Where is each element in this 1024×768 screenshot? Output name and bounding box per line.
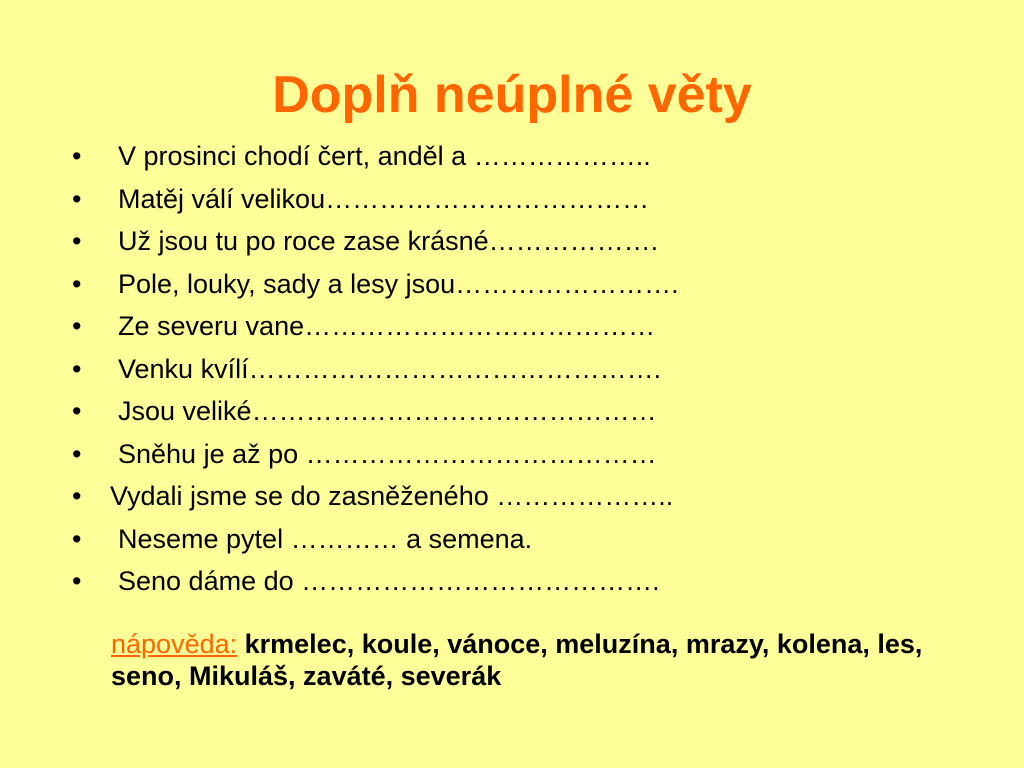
bullet-icon: •: [72, 311, 82, 341]
bullet-icon: •: [72, 523, 82, 554]
hint-label: nápověda:: [111, 629, 238, 659]
bullet-icon: •: [72, 353, 82, 384]
sentence-text: Neseme pytel ………… a semena.: [118, 523, 533, 554]
slide-title: Doplň neúplné věty: [272, 66, 752, 124]
sentence-text: Už jsou tu po roce zase krásné……………….: [118, 226, 659, 256]
bullet-icon: •: [72, 226, 82, 256]
bullet-icon: •: [72, 183, 82, 214]
sentence-text: Matěj válí velikou………………………………: [118, 183, 650, 214]
sentence-text: Jsou veliké………………………………………: [118, 396, 657, 426]
sentence-text: Vydali jsme se do zasněženého ………………..: [110, 481, 674, 511]
sentence-text: Ze severu vane…………………………………: [118, 311, 656, 341]
sentence-text: V prosinci chodí čert, anděl a ………………..: [118, 141, 651, 171]
bullet-icon: •: [72, 566, 82, 596]
sentence-text: Venku kvílí……………………………………….: [118, 353, 662, 384]
bullet-icon: •: [72, 396, 82, 426]
bullet-icon: •: [72, 438, 82, 469]
hint-block: [111, 628, 971, 692]
bullet-icon: •: [72, 268, 82, 299]
sentence-text: Seno dáme do ………………………………….: [118, 566, 660, 596]
bullet-icon: •: [72, 141, 82, 171]
sentence-text: Sněhu je až po …………………………………: [118, 438, 657, 469]
hint-words: krmelec, koule, vánoce, meluzína, mrazy, kolena, les, seno, Mikuláš, zaváté, severák: [111, 629, 923, 691]
sentence-text: Pole, louky, sady a lesy jsou…………………….: [118, 268, 679, 299]
bullet-icon: •: [72, 481, 82, 511]
